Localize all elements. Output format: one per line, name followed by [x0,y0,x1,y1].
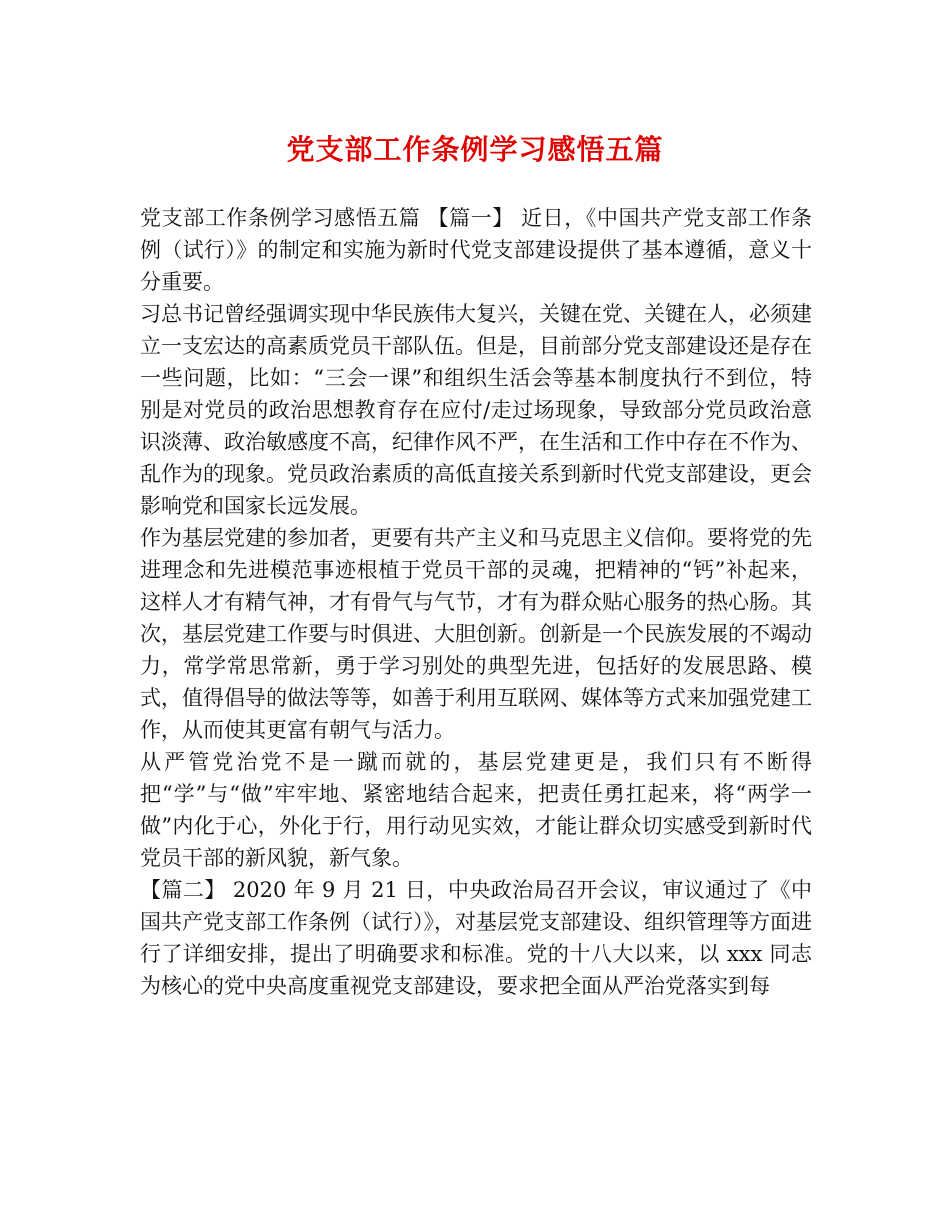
paragraph-4: 从严管党治党不是一蹴而就的，基层党建更是，我们只有不断得把“学”与“做”牢牢地、紧密地结合起来，把责任勇扛起来，将“两学一做”内化于心，外化于行，用行动见实效，才能让群众切实感受到新时代党员干部的新风貌，新气象。 [140,750,812,870]
paragraph-5: 【篇二】 2020 年 9 月 21 日，中央政治局召开会议，审议通过了《中国共产党支部工作条例（试行）》，对基层党支部建设、组织管理等方面进行了详细安排，提出了明确要求和标准。党的十八大以来，以 xxx 同志为核心的党中央高度重视党支部建设，要求把全面从严治党落实到每 [140,878,812,998]
paragraph-3: 作为基层党建的参加者，更要有共产主义和马克思主义信仰。要将党的先进理念和先进模范事迹根植于党员干部的灵魂，把精神的“钙”补起来，这样人才有精气神，才有骨气与气节，才有为群众贴心服务的热心肠。其次，基层党建工作要与时俱进、大胆创新。创新是一个民族发展的不竭动力，常学常思常新，勇于学习别处的典型先进，包括好的发展思路、模式，值得倡导的做法等等，如善于利用互联网、媒体等方式来加强党建工作，从而使其更富有朝气与活力。 [140,526,812,742]
paragraph-1: 党支部工作条例学习感悟五篇 【篇一】 近日，《中国共产党支部工作条例（试行）》的制定和实施为新时代党支部建设提供了基本遵循，意义十分重要。 [140,206,812,294]
document-body [140,202,812,1002]
document-title: 党支部工作条例学习感悟五篇 [286,133,664,166]
paragraph-2: 习总书记曾经强调实现中华民族伟大复兴，关键在党、关键在人，必须建立一支宏达的高素质党员干部队伍。但是，目前部分党支部建设还是存在一些问题，比如：“三会一课”和组织生活会等基本制度执行不到位，特别是对党员的政治思想教育存在应付/走过场现象，导致部分党员政治意识淡薄、政治敏感度不高，纪律作风不严，在生活和工作中存在不作为、乱作为的现象。党员政治素质的高低直接关系到新时代党支部建设，更会影响党和国家长远发展。 [140,302,812,518]
